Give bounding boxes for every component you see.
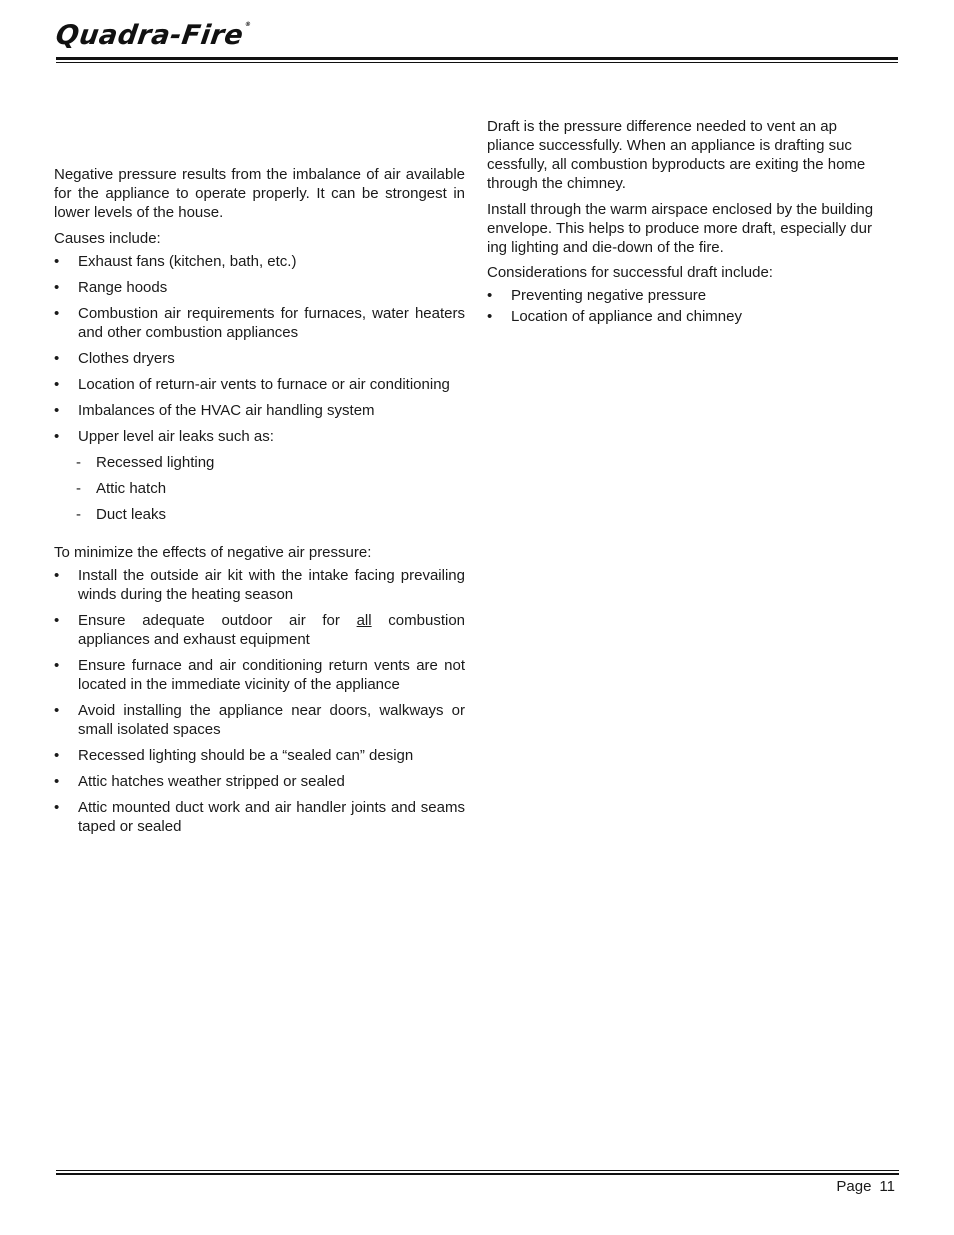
list-item: • Combustion air requirements for furnaces, water heaters and other combustion appliances xyxy=(54,305,465,341)
list-item: • Upper level air leaks such as: xyxy=(54,428,274,445)
underlined-all: all xyxy=(356,612,372,629)
left-column xyxy=(54,165,465,836)
considerations-list xyxy=(487,286,899,326)
list-item: • Attic hatches weather stripped or sealed xyxy=(54,773,345,790)
list-item: • Imbalances of the HVAC air handling system xyxy=(54,402,375,419)
causes-heading: Causes include: xyxy=(54,230,161,247)
considerations-heading: Considerations for successful draft include: xyxy=(487,264,773,281)
right-column xyxy=(487,117,899,326)
page-number: Page 11 xyxy=(836,1178,895,1195)
minimize-list xyxy=(54,566,465,836)
list-item: • Range hoods xyxy=(54,279,168,296)
brand-logo: Quadra-Fire® xyxy=(53,20,252,51)
air-leaks-sublist xyxy=(54,453,465,524)
list-item: • Ensure adequate outdoor air for all combustion appliances and exhaust equipment xyxy=(54,612,466,648)
list-item: • Recessed lighting should be a “sealed can” design xyxy=(54,747,414,764)
minimize-heading: To minimize the effects of negative air pressure: xyxy=(54,544,372,561)
list-item: • Attic mounted duct work and air handler joints and seams taped or sealed xyxy=(54,799,465,835)
sublist-item: - Recessed lighting xyxy=(76,454,215,471)
list-item: • Ensure furnace and air conditioning return vents are not located in the immediate vicinity of the appliance xyxy=(54,657,465,693)
install-warm-airspace: Install through the warm airspace enclosed by the building envelope. This helps to produce more draft, especially dur ing lighting and die-down of the fire. xyxy=(487,201,874,256)
footer-rule xyxy=(56,1173,899,1175)
list-item: • Location of appliance and chimney xyxy=(487,308,742,325)
draft-definition: Draft is the pressure difference needed to vent an ap pliance successfully. When an appliance is drafting suc cessfully, all combustion byproducts are exiting the home through the chimney. xyxy=(487,118,866,192)
list-item: • Avoid installing the appliance near doors, walkways or small isolated spaces xyxy=(54,702,465,738)
sublist-item: - Attic hatch xyxy=(76,480,167,497)
footer-rule-thin xyxy=(56,1170,899,1171)
list-item: • Install the outside air kit with the intake facing prevailing winds during the heating season xyxy=(54,567,465,603)
sublist-item: - Duct leaks xyxy=(76,506,167,523)
header-rule xyxy=(56,57,898,60)
negative-pressure-intro: Negative pressure results from the imbalance of air available for the appliance to operate properly. It can be strongest in lower levels of the house. xyxy=(54,166,465,221)
list-item: • Clothes dryers xyxy=(54,350,175,367)
causes-list xyxy=(54,252,465,446)
list-item: • Preventing negative pressure xyxy=(487,287,707,304)
list-item: • Exhaust fans (kitchen, bath, etc.) xyxy=(54,253,297,270)
header-rule-thin xyxy=(56,62,898,63)
list-item: • Location of return-air vents to furnace or air conditioning xyxy=(54,376,450,393)
